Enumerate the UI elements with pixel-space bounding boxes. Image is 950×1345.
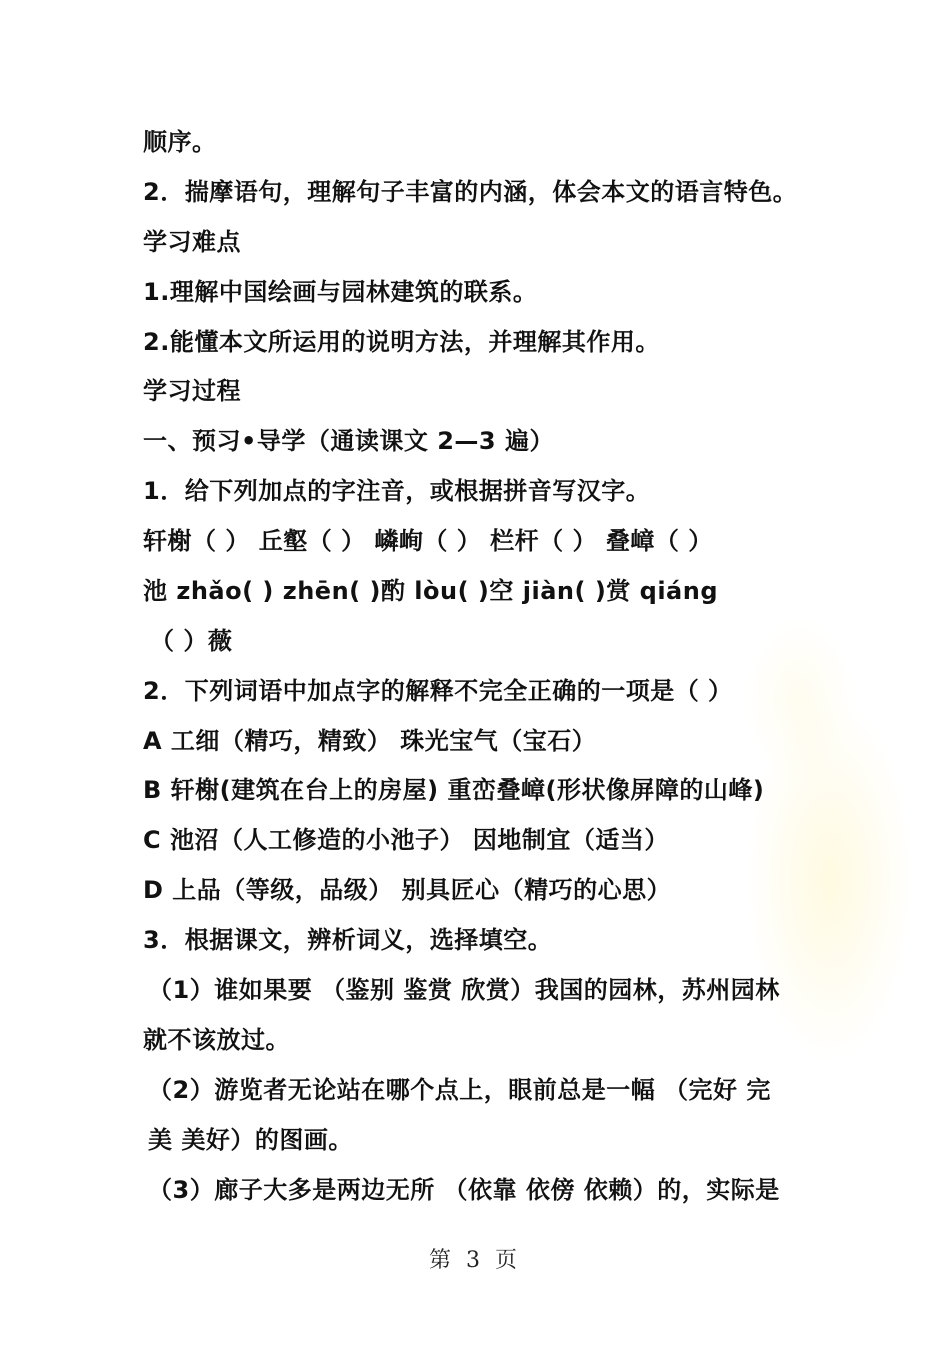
question-text: （1）谁如果要 （鉴别 鉴赏 欣赏）我国的园林，苏州园林 <box>148 976 780 1004</box>
subsection-heading: 一、预习•导学（通读课文 2—3 遍） <box>143 427 554 455</box>
question-text: 美 美好）的图画。 <box>148 1126 353 1154</box>
question-text: 轩榭（ ） 丘壑（ ） 嶙峋（ ） 栏杆（ ） 叠嶂（ ） <box>143 527 713 555</box>
question-text: 1．给下列加点的字注音，或根据拼音写汉字。 <box>143 477 651 505</box>
page-number: 第 3 页 <box>429 1248 521 1273</box>
section-heading: 学习过程 <box>143 377 241 405</box>
text-line: 1.理解中国绘画与园林建筑的联系。 <box>143 278 538 306</box>
question-text: 池 zhǎo( ) zhēn( )酌 lòu( )空 jiàn( )赏 qiáng <box>143 577 719 605</box>
answer-option-b: B 轩榭(建筑在台上的房屋) 重峦叠嶂(形状像屏障的山峰) <box>143 776 765 804</box>
answer-option-a: A 工细（精巧，精致） 珠光宝气（宝石） <box>143 727 597 755</box>
question-text: 3．根据课文，辨析词义，选择填空。 <box>143 926 553 954</box>
question-text: （3）廊子大多是两边无所 （依靠 依傍 依赖）的，实际是 <box>148 1176 780 1204</box>
question-text: （ ）薇 <box>150 627 233 655</box>
question-text: （2）游览者无论站在哪个点上，眼前总是一幅 （完好 完 <box>148 1076 771 1104</box>
text-line: 顺序。 <box>143 128 217 156</box>
answer-option-c: C 池沼（人工修造的小池子） 因地制宜（适当） <box>143 826 669 854</box>
text-line: 2．揣摩语句，理解句子丰富的内涵，体会本文的语言特色。 <box>143 178 798 206</box>
question-text: 2．下列词语中加点字的解释不完全正确的一项是（ ） <box>143 677 733 705</box>
section-heading: 学习难点 <box>143 228 241 256</box>
answer-option-d: D 上品（等级，品级） 别具匠心（精巧的心思） <box>143 876 672 904</box>
text-line: 2.能懂本文所运用的说明方法，并理解其作用。 <box>143 328 660 356</box>
question-text: 就不该放过。 <box>143 1026 290 1054</box>
